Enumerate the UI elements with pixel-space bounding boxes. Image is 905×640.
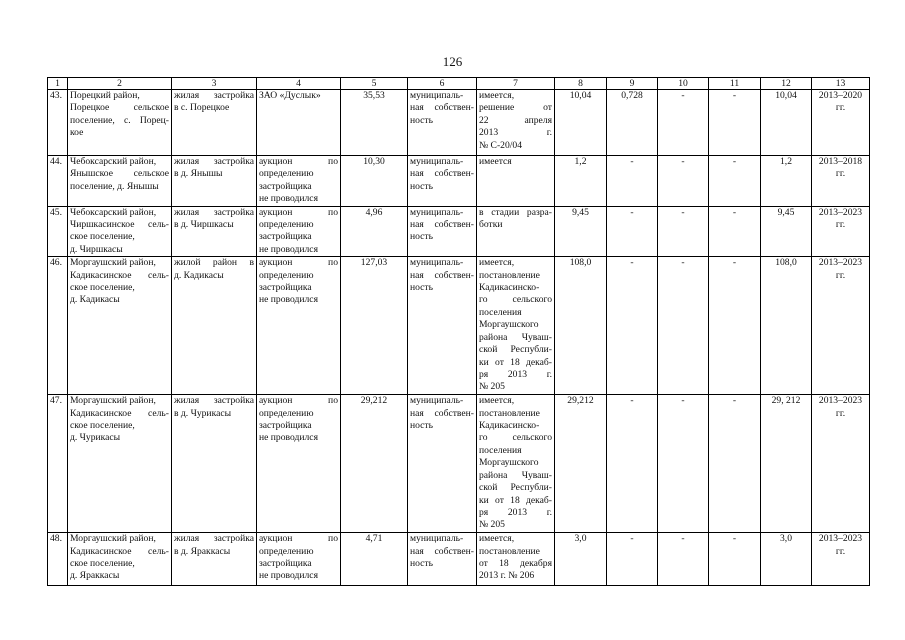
period-cell: 2013–2023 гг.	[812, 257, 870, 395]
purpose-line: в д. Янышы	[174, 168, 223, 180]
documentation-line: № С-20/04	[479, 139, 522, 151]
location-line: Кадикасинское сель-	[70, 545, 169, 557]
documentation-line: ря 2013 г.	[479, 368, 552, 380]
column-header: 3	[172, 78, 257, 90]
location-line: ское поселение,	[70, 282, 135, 294]
row-number-cell: 43.	[48, 90, 68, 156]
documentation-line: 2013 г.	[479, 127, 552, 139]
documentation-line: ской Республи-	[479, 482, 552, 494]
location-line: Чиршкасинское сель-	[70, 219, 169, 231]
investor-line: ЗАО «Дуслык»	[259, 90, 321, 101]
value-cell-12: 29, 212	[761, 395, 812, 533]
column-number-row	[48, 78, 870, 90]
value-cell-9: -	[607, 156, 658, 207]
table-row	[48, 257, 870, 395]
purpose-cell	[172, 533, 257, 586]
location-line: Чебоксарский район,	[70, 156, 157, 167]
investor-line: не проводился	[259, 243, 318, 255]
location-cell	[68, 206, 172, 257]
documentation-line: ки от 18 декаб-	[479, 494, 552, 506]
location-line: Моргаушский район,	[70, 395, 156, 407]
location-cell	[68, 90, 172, 156]
investor-cell	[257, 257, 341, 395]
column-header: 10	[658, 78, 709, 90]
investor-line: определению	[259, 407, 314, 419]
value-cell-8: 9,45	[555, 206, 607, 257]
documentation-line: № 205	[479, 381, 505, 393]
location-line: Моргаушский район,	[70, 533, 156, 545]
investor-cell	[257, 395, 341, 533]
documentation-line: 22 апреля	[479, 114, 552, 126]
documentation-line: № 205	[479, 519, 505, 531]
location-line: Кадикасинское сель-	[70, 407, 169, 419]
value-cell-9: -	[607, 206, 658, 257]
area-cell: 29,212	[341, 395, 408, 533]
value-cell-9: 0,728	[607, 90, 658, 156]
location-line: кое	[70, 127, 84, 139]
documentation-line: имеется,	[479, 395, 515, 407]
value-cell-11: -	[709, 257, 761, 395]
location-line: Порецкий район,	[70, 90, 140, 101]
ownership-line: ность	[410, 558, 433, 570]
ownership-cell	[408, 257, 477, 395]
purpose-line: жилой район в	[174, 257, 254, 269]
investor-line: аукцион по	[259, 395, 338, 407]
location-cell	[68, 395, 172, 533]
location-line: д. Яраккасы	[70, 570, 120, 582]
purpose-line: в д. Чурикасы	[174, 407, 232, 419]
documentation-line: го сельского	[479, 432, 552, 444]
documentation-cell	[477, 395, 555, 533]
value-cell-8: 108,0	[555, 257, 607, 395]
documentation-line: имеется,	[479, 90, 515, 101]
ownership-line: ная собствен-	[410, 168, 474, 180]
ownership-line: ная собствен-	[410, 407, 474, 419]
documentation-line: 2013 г. № 206	[479, 570, 535, 582]
ownership-line: муниципаль-	[410, 206, 464, 218]
purpose-cell	[172, 206, 257, 257]
documentation-line: поселения	[479, 306, 522, 318]
location-cell	[68, 156, 172, 207]
ownership-line: муниципаль-	[410, 156, 464, 167]
investor-line: определению	[259, 168, 314, 180]
value-cell-12: 10,04	[761, 90, 812, 156]
documentation-line: Моргаушского	[479, 457, 539, 469]
area-cell: 35,53	[341, 90, 408, 156]
documentation-line: от 18 декабря	[479, 558, 552, 570]
documentation-line: имеется,	[479, 257, 515, 269]
column-header: 4	[257, 78, 341, 90]
value-cell-12: 3,0	[761, 533, 812, 586]
purpose-line: жилая застройка	[174, 206, 254, 218]
period-cell: 2013–2018 гг.	[812, 156, 870, 207]
investor-cell	[257, 533, 341, 586]
column-header: 9	[607, 78, 658, 90]
documentation-line: поселения	[479, 444, 522, 456]
column-header: 13	[812, 78, 870, 90]
location-line: Кадикасинское сель-	[70, 269, 169, 281]
location-line: Моргаушский район,	[70, 257, 156, 269]
documentation-line: Моргаушского	[479, 319, 539, 331]
value-cell-8: 29,212	[555, 395, 607, 533]
location-cell	[68, 533, 172, 586]
documentation-line: в стадии разра-	[479, 206, 552, 218]
purpose-line: в д. Яраккасы	[174, 545, 231, 557]
purpose-cell	[172, 90, 257, 156]
value-cell-9: -	[607, 395, 658, 533]
investor-line: аукцион по	[259, 257, 338, 269]
row-number-cell: 45.	[48, 206, 68, 257]
value-cell-8: 1,2	[555, 156, 607, 207]
row-number-cell: 46.	[48, 257, 68, 395]
investor-line: застройщика	[259, 231, 312, 243]
location-line: Янышское сельское	[70, 168, 169, 180]
value-cell-12: 1,2	[761, 156, 812, 207]
ownership-line: ная собствен-	[410, 269, 474, 281]
location-line: ское поселение,	[70, 231, 135, 243]
documentation-line: Кадикасинско-	[479, 282, 540, 294]
value-cell-10: -	[658, 90, 709, 156]
documentation-line: ря 2013 г.	[479, 506, 552, 518]
value-cell-8: 3,0	[555, 533, 607, 586]
ownership-cell	[408, 206, 477, 257]
investor-line: определению	[259, 219, 314, 231]
ownership-line: муниципаль-	[410, 533, 464, 545]
ownership-line: муниципаль-	[410, 257, 464, 269]
column-header: 11	[709, 78, 761, 90]
table-row	[48, 90, 870, 156]
investor-line: аукцион по	[259, 156, 338, 167]
investor-line: застройщика	[259, 282, 312, 294]
location-line: д. Кадикасы	[70, 294, 120, 306]
investor-line: застройщика	[259, 558, 312, 570]
purpose-line: д. Кадикасы	[174, 269, 224, 281]
documentation-cell	[477, 533, 555, 586]
ownership-line: ность	[410, 282, 433, 294]
investor-line: определению	[259, 545, 314, 557]
investor-line: застройщика	[259, 180, 312, 192]
investor-line: определению	[259, 269, 314, 281]
location-line: д. Чиршкасы	[70, 243, 123, 255]
investor-line: не проводился	[259, 432, 318, 444]
column-header: 2	[68, 78, 172, 90]
documentation-line: го сельского	[479, 294, 552, 306]
documentation-cell	[477, 257, 555, 395]
purpose-line: в с. Порецкое	[174, 102, 230, 114]
ownership-line: ная собствен-	[410, 102, 474, 114]
value-cell-10: -	[658, 533, 709, 586]
ownership-line: ная собствен-	[410, 545, 474, 557]
ownership-line: ность	[410, 420, 433, 432]
land-plots-table	[47, 77, 870, 586]
purpose-line: в д. Чиршкасы	[174, 219, 234, 231]
purpose-cell	[172, 257, 257, 395]
period-cell: 2013–2020 гг.	[812, 90, 870, 156]
documentation-line: имеется	[479, 156, 512, 167]
documentation-cell	[477, 90, 555, 156]
column-header: 7	[477, 78, 555, 90]
location-line: Чебоксарский район,	[70, 206, 157, 218]
documentation-line: ботки	[479, 219, 503, 231]
location-line: Порецкое сельское	[70, 102, 169, 114]
documentation-line: района Чуваш-	[479, 331, 552, 343]
ownership-line: муниципаль-	[410, 90, 464, 101]
value-cell-11: -	[709, 533, 761, 586]
value-cell-11: -	[709, 156, 761, 207]
ownership-line: ность	[410, 180, 433, 192]
documentation-line: Кадикасинско-	[479, 420, 540, 432]
purpose-cell	[172, 156, 257, 207]
ownership-cell	[408, 156, 477, 207]
period-cell: 2013–2023 гг.	[812, 206, 870, 257]
documentation-line: постановление	[479, 545, 540, 557]
area-cell: 4,96	[341, 206, 408, 257]
location-line: поселение, с. Порец-	[70, 114, 169, 126]
table-row	[48, 395, 870, 533]
column-header: 6	[408, 78, 477, 90]
documentation-line: имеется,	[479, 533, 515, 545]
location-cell	[68, 257, 172, 395]
ownership-cell	[408, 533, 477, 586]
investor-line: аукцион по	[259, 206, 338, 218]
area-cell: 10,30	[341, 156, 408, 207]
value-cell-9: -	[607, 257, 658, 395]
column-header: 8	[555, 78, 607, 90]
purpose-line: жилая застройка	[174, 90, 254, 101]
ownership-line: ная собствен-	[410, 219, 474, 231]
ownership-cell	[408, 90, 477, 156]
value-cell-10: -	[658, 257, 709, 395]
ownership-line: муниципаль-	[410, 395, 464, 407]
documentation-line: ской Республи-	[479, 344, 552, 356]
ownership-line: ность	[410, 231, 433, 243]
column-header: 12	[761, 78, 812, 90]
row-number-cell: 48.	[48, 533, 68, 586]
value-cell-10: -	[658, 156, 709, 207]
purpose-line: жилая застройка	[174, 395, 254, 407]
documentation-line: ки от 18 декаб-	[479, 356, 552, 368]
investor-line: не проводился	[259, 570, 318, 582]
value-cell-9: -	[607, 533, 658, 586]
investor-cell	[257, 156, 341, 207]
documentation-line: района Чуваш-	[479, 469, 552, 481]
column-header: 1	[48, 78, 68, 90]
purpose-line: жилая застройка	[174, 156, 254, 167]
documentation-line: постановление	[479, 269, 540, 281]
area-cell: 4,71	[341, 533, 408, 586]
table-row	[48, 533, 870, 586]
table-row	[48, 206, 870, 257]
value-cell-10: -	[658, 395, 709, 533]
page-number: 126	[442, 54, 463, 69]
investor-line: не проводился	[259, 294, 318, 306]
area-cell: 127,03	[341, 257, 408, 395]
investor-line: аукцион по	[259, 533, 338, 545]
investor-line: застройщика	[259, 420, 312, 432]
value-cell-11: -	[709, 206, 761, 257]
documentation-cell	[477, 206, 555, 257]
value-cell-10: -	[658, 206, 709, 257]
purpose-cell	[172, 395, 257, 533]
value-cell-11: -	[709, 395, 761, 533]
documentation-cell	[477, 156, 555, 207]
investor-line: не проводился	[259, 193, 318, 205]
location-line: ское поселение,	[70, 558, 135, 570]
documentation-line: постановление	[479, 407, 540, 419]
row-number-cell: 44.	[48, 156, 68, 207]
investor-cell	[257, 90, 341, 156]
location-line: ское поселение,	[70, 420, 135, 432]
ownership-cell	[408, 395, 477, 533]
table-row	[48, 156, 870, 207]
location-line: д. Чурикасы	[70, 432, 121, 444]
value-cell-8: 10,04	[555, 90, 607, 156]
location-line: поселение, д. Янышы	[70, 180, 159, 192]
value-cell-12: 9,45	[761, 206, 812, 257]
row-number-cell: 47.	[48, 395, 68, 533]
value-cell-11: -	[709, 90, 761, 156]
ownership-line: ность	[410, 114, 433, 126]
purpose-line: жилая застройка	[174, 533, 254, 545]
value-cell-12: 108,0	[761, 257, 812, 395]
documentation-line: решение от	[479, 102, 552, 114]
period-cell: 2013–2023 гг.	[812, 395, 870, 533]
period-cell: 2013–2023 гг.	[812, 533, 870, 586]
column-header: 5	[341, 78, 408, 90]
investor-cell	[257, 206, 341, 257]
